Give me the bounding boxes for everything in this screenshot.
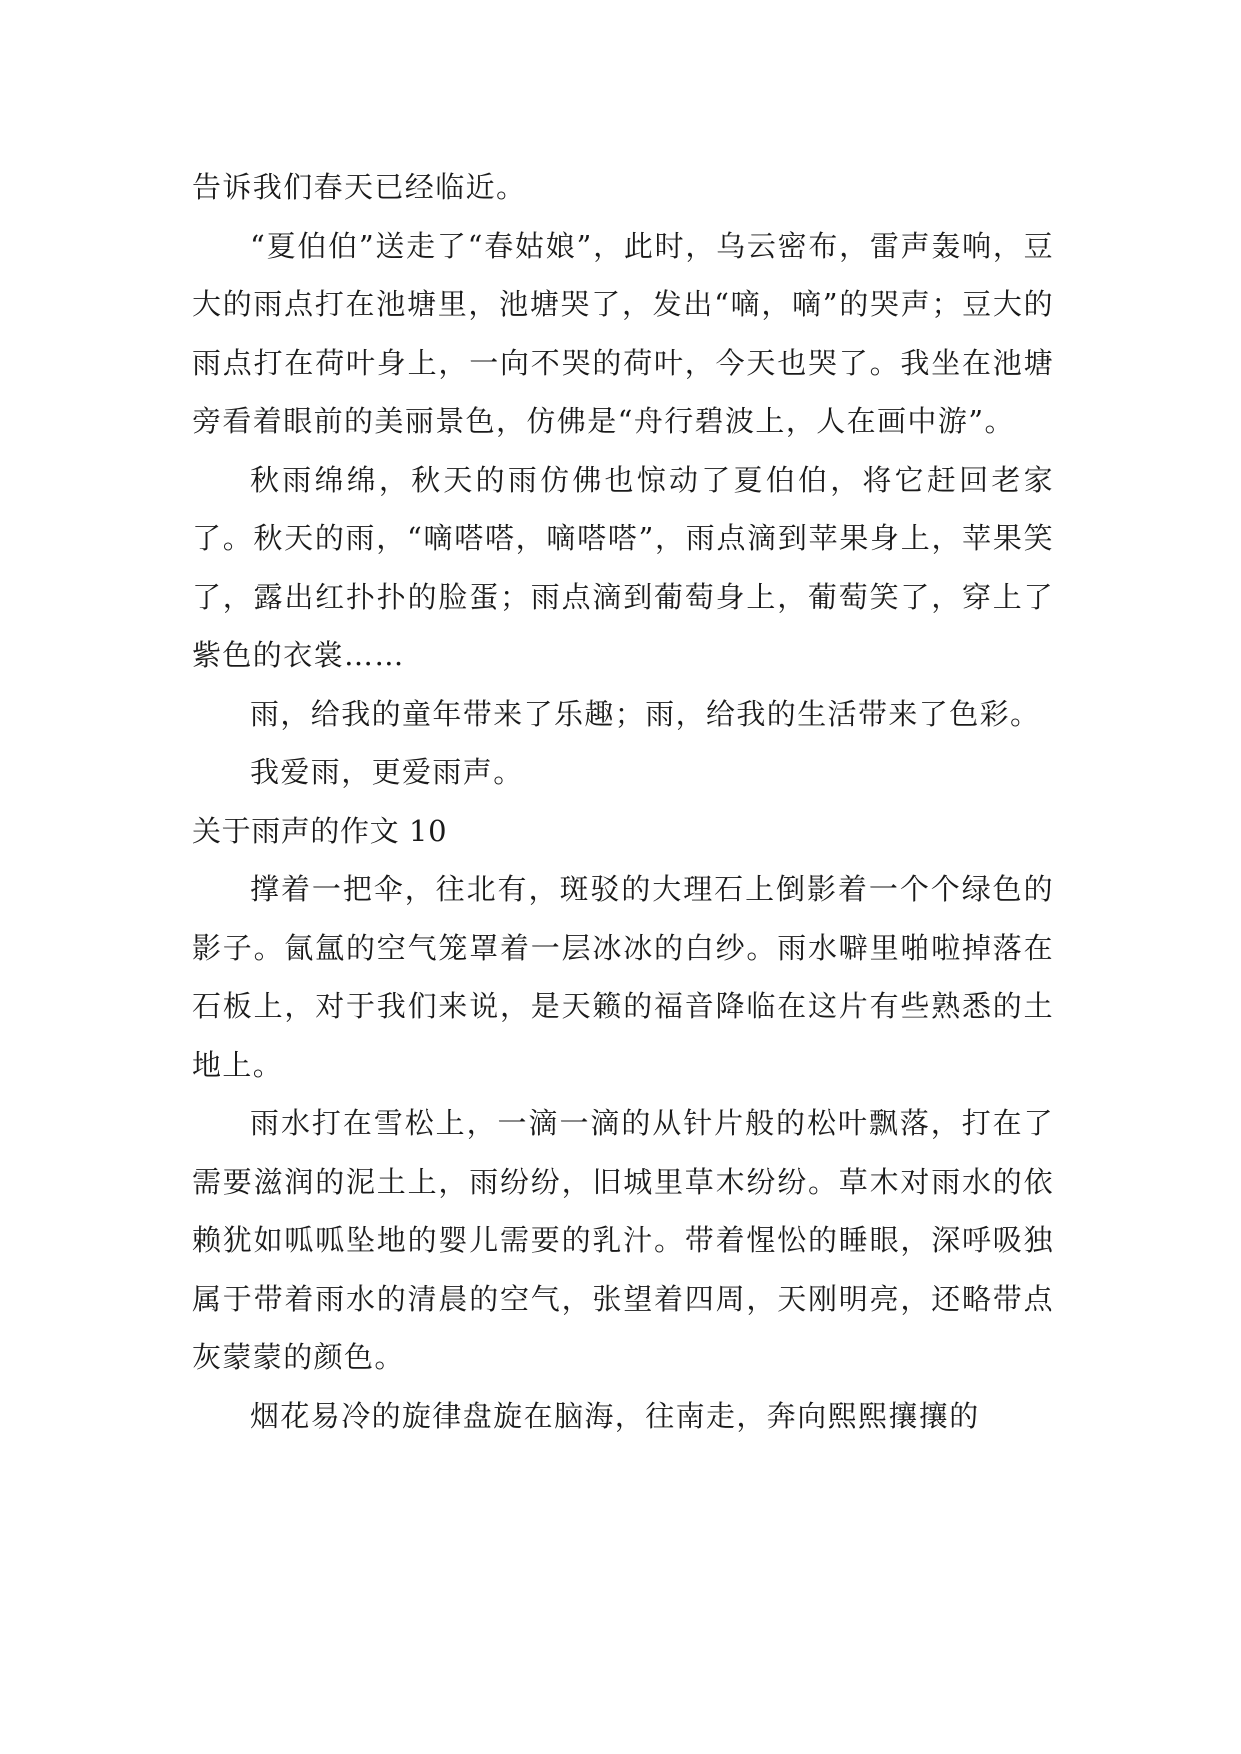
essay-heading: 关于雨声的作文 10 bbox=[192, 813, 448, 848]
paragraph-cedar-rain: 雨水打在雪松上，一滴一滴的从针片般的松叶飘落，打在了需要滋润的泥土上，雨纷纷，旧城里草木纷纷。草木对雨水的依赖犹如呱呱坠地的婴儿需要的乳汁。带着惺忪的睡眼，深呼吸独属于带着雨水的清晨的空气，张望着四周，天刚明亮，还略带点灰蒙蒙的颜色。 bbox=[192, 1106, 1054, 1374]
paragraph-rain-childhood: 雨，给我的童年带来了乐趣；雨，给我的生活带来了色彩。 bbox=[250, 696, 1041, 731]
paragraph-fireworks: 烟花易冷的旋律盘旋在脑海，往南走，奔向熙熙攘攘的 bbox=[250, 1398, 980, 1433]
paragraph-summer-rain: “夏伯伯”送走了“春姑娘”，此时，乌云密布，雷声轰响，豆大的雨点打在池塘里，池塘哭了，发出“嘀，嘀”的哭声；豆大的雨点打在荷叶身上，一向不哭的荷叶，今天也哭了。我坐在池塘旁看着眼前的美丽景色，仿佛是“舟行碧波上，人在画中游”。 bbox=[192, 228, 1054, 438]
paragraph-umbrella: 撑着一把伞，往北有，斑驳的大理石上倒影着一个个绿色的影子。氤氲的空气笼罩着一层冰冰的白纱。雨水噼里啪啦掉落在石板上，对于我们来说，是天籁的福音降临在这片有些熟悉的土地上。 bbox=[192, 872, 1054, 1082]
paragraph-spring-ending: 告诉我们春天已经临近。 bbox=[192, 170, 527, 204]
paragraph-autumn-rain: 秋雨绵绵，秋天的雨仿佛也惊动了夏伯伯，将它赶回老家了。秋天的雨，“嘀嗒嗒，嘀嗒嗒”，雨点滴到苹果身上，苹果笑了，露出红扑扑的脸蛋；雨点滴到葡萄身上，葡萄笑了，穿上了紫色的衣裳…… bbox=[192, 462, 1054, 672]
document-page bbox=[192, 158, 1054, 1445]
paragraph-love-rain: 我爱雨，更爱雨声。 bbox=[250, 755, 524, 789]
